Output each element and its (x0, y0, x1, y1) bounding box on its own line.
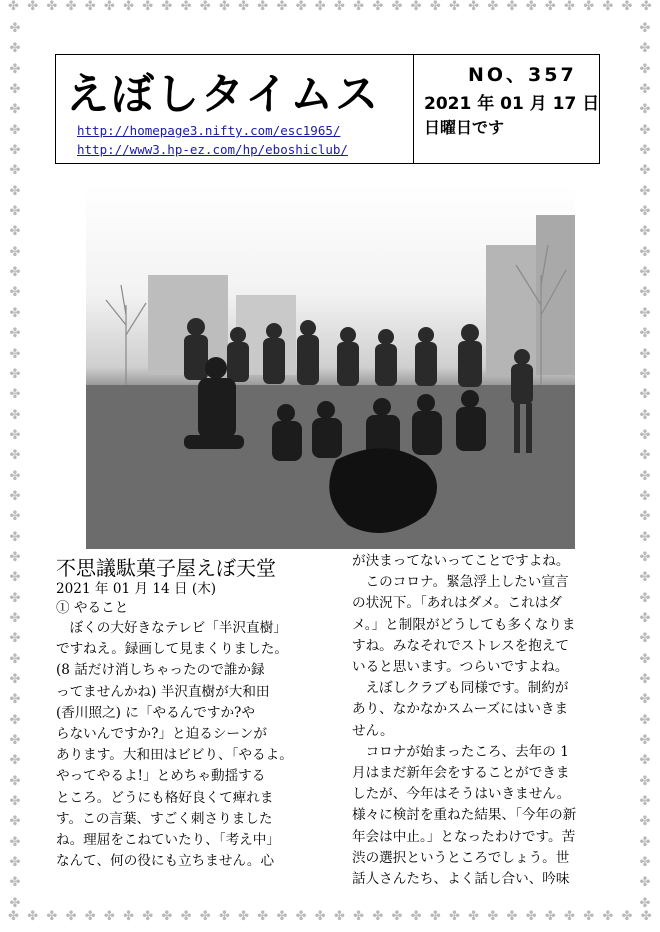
border-ornament-icon: ✤ (639, 21, 651, 36)
border-ornament-icon: ✤ (639, 590, 651, 606)
border-ornament-icon: ✤ (238, 909, 250, 924)
border-ornament-icon: ✤ (410, 0, 422, 14)
border-ornament-icon: ✤ (639, 163, 651, 179)
right-line-14: 年会は中止。」となったわけです。苦 (352, 828, 576, 845)
border-ornament-icon: ✤ (103, 909, 115, 924)
border-ornament-icon: ✤ (103, 0, 115, 14)
border-ornament-icon: ✤ (46, 909, 58, 924)
right-line-8: あり、なかなかスムーズにはいきま (352, 701, 569, 718)
border-ornament-icon: ✤ (639, 692, 651, 708)
border-ornament-icon: ✤ (314, 0, 326, 14)
border-ornament-icon: ✤ (372, 0, 384, 14)
border-ornament-icon: ✤ (639, 265, 651, 281)
border-ornament-icon: ✤ (9, 773, 21, 789)
border-ornament-icon: ✤ (9, 651, 21, 667)
border-ornament-icon: ✤ (9, 875, 21, 891)
border-ornament-icon: ✤ (276, 909, 288, 924)
newsletter-title: えぼしタイムス (66, 70, 381, 120)
article-right-column (352, 551, 604, 890)
border-ornament-icon: ✤ (639, 366, 651, 382)
border-ornament-icon: ✤ (639, 895, 651, 911)
border-ornament-icon: ✤ (639, 712, 651, 728)
issue-weekday: 日曜日です (424, 118, 505, 137)
border-ornament-icon: ✤ (180, 0, 192, 14)
border-ornament-icon: ✤ (468, 909, 480, 924)
border-ornament-icon: ✤ (639, 570, 651, 586)
border-ornament-icon: ✤ (9, 794, 21, 810)
border-ornament-icon: ✤ (9, 21, 21, 36)
border-ornament-icon: ✤ (142, 909, 154, 924)
border-ornament-icon: ✤ (9, 346, 21, 362)
border-ornament-icon: ✤ (9, 895, 21, 911)
border-ornament-icon: ✤ (602, 0, 614, 14)
border-right (634, 22, 656, 910)
border-ornament-icon: ✤ (639, 285, 651, 301)
border-ornament-icon: ✤ (9, 814, 21, 830)
left-line-10: す。この言葉、すごく刺さりました (56, 810, 273, 827)
right-line-7: えぼしクラブも同様です。制約が (365, 680, 569, 697)
article-left-column (56, 556, 308, 872)
border-ornament-icon: ✤ (564, 0, 575, 14)
border-ornament-icon: ✤ (9, 549, 21, 565)
border-bottom (0, 910, 660, 932)
border-ornament-icon: ✤ (9, 366, 21, 382)
club-site-link[interactable]: http://www3.hp-ez.com/hp/eboshiclub/ (77, 142, 348, 157)
left-line-1: ぼくの大好きなテレビ「半沢直樹」 (69, 620, 287, 636)
border-ornament-icon: ✤ (84, 909, 96, 924)
border-ornament-icon: ✤ (9, 672, 21, 687)
border-ornament-icon: ✤ (544, 909, 556, 924)
group-photo (86, 185, 575, 549)
border-ornament-icon: ✤ (218, 0, 230, 14)
border-ornament-icon: ✤ (639, 326, 651, 342)
border-ornament-icon: ✤ (9, 427, 21, 443)
border-ornament-icon: ✤ (314, 909, 326, 924)
border-ornament-icon: ✤ (639, 102, 651, 118)
right-line-10: コロナが始まったころ、去年の 1 (365, 743, 569, 760)
border-ornament-icon: ✤ (9, 590, 21, 606)
border-ornament-icon: ✤ (639, 855, 651, 871)
article-headline: 不思議駄菓子屋えぼ天堂 (56, 556, 276, 580)
border-ornament-icon: ✤ (161, 909, 173, 924)
border-ornament-icon: ✤ (9, 224, 21, 240)
border-ornament-icon: ✤ (639, 672, 651, 687)
border-ornament-icon: ✤ (353, 0, 365, 14)
border-ornament-icon: ✤ (46, 0, 58, 14)
border-ornament-icon: ✤ (639, 448, 651, 464)
border-ornament-icon: ✤ (9, 305, 21, 321)
border-ornament-icon: ✤ (639, 509, 651, 525)
border-ornament-icon: ✤ (621, 909, 633, 924)
left-line-6: らないんですか?」と迫るシーンが (56, 726, 267, 743)
border-ornament-icon: ✤ (639, 631, 651, 647)
border-ornament-icon: ✤ (449, 909, 460, 924)
border-ornament-icon: ✤ (9, 163, 21, 179)
border-ornament-icon: ✤ (639, 122, 651, 138)
border-ornament-icon: ✤ (639, 875, 651, 891)
border-ornament-icon: ✤ (391, 0, 403, 14)
right-line-12: したが、今年はそうはいきません。 (352, 786, 571, 803)
border-ornament-icon: ✤ (639, 651, 651, 667)
border-ornament-icon: ✤ (9, 509, 21, 525)
border-ornament-icon: ✤ (9, 692, 21, 708)
border-ornament-icon: ✤ (9, 488, 21, 504)
border-ornament-icon: ✤ (9, 407, 21, 423)
border-ornament-icon: ✤ (8, 0, 19, 14)
border-ornament-icon: ✤ (65, 0, 77, 14)
border-ornament-icon: ✤ (9, 41, 21, 57)
article-section-heading: ① やること (56, 600, 129, 616)
border-ornament-icon: ✤ (333, 0, 345, 14)
border-ornament-icon: ✤ (27, 909, 39, 924)
border-ornament-icon: ✤ (640, 909, 652, 924)
border-ornament-icon: ✤ (639, 244, 651, 260)
left-line-11: ね。理屈をこねていたり、「考え中」 (56, 832, 280, 849)
border-ornament-icon: ✤ (602, 909, 614, 924)
right-line-5: すね。みなそれでストレスを抱えて (352, 637, 570, 654)
border-ornament-icon: ✤ (391, 909, 403, 924)
border-ornament-icon: ✤ (27, 0, 39, 14)
border-ornament-icon: ✤ (506, 909, 518, 924)
border-ornament-icon: ✤ (639, 427, 651, 443)
left-line-12: なんて、何の役にも立ちません。心 (56, 853, 275, 870)
border-ornament-icon: ✤ (9, 753, 21, 769)
border-ornament-icon: ✤ (639, 305, 651, 321)
left-line-3: (8 話だけ消しちゃったので誰か録 (56, 662, 265, 679)
border-ornament-icon: ✤ (238, 0, 250, 14)
border-ornament-icon: ✤ (276, 0, 288, 14)
issue-number: NO、357 (468, 64, 577, 86)
border-ornament-icon: ✤ (9, 204, 21, 220)
border-ornament-icon: ✤ (449, 0, 460, 14)
border-left (4, 22, 26, 910)
border-ornament-icon: ✤ (525, 909, 537, 924)
left-line-2: ですねえ。録画して見まくりました。 (56, 641, 288, 658)
right-line-1: が決まってないってことですよね。 (352, 553, 570, 569)
border-ornament-icon: ✤ (639, 204, 651, 220)
border-ornament-icon: ✤ (372, 909, 384, 924)
right-line-15: 渋の選択というところでしょう。世 (352, 849, 570, 866)
border-ornament-icon: ✤ (8, 909, 19, 924)
border-ornament-icon: ✤ (639, 488, 651, 504)
border-ornament-icon: ✤ (9, 265, 21, 281)
border-ornament-icon: ✤ (142, 0, 154, 14)
border-ornament-icon: ✤ (9, 122, 21, 138)
right-line-11: 月はまだ新年会をすることができま (352, 765, 570, 782)
border-ornament-icon: ✤ (199, 0, 211, 14)
border-ornament-icon: ✤ (487, 0, 499, 14)
left-line-7: あります。大和田はビビり、「やるよ。 (56, 747, 293, 764)
border-ornament-icon: ✤ (9, 183, 21, 199)
border-ornament-icon: ✤ (639, 733, 651, 749)
border-ornament-icon: ✤ (639, 753, 651, 769)
homepage-link[interactable]: http://homepage3.nifty.com/esc1965/ (77, 123, 341, 138)
border-ornament-icon: ✤ (9, 712, 21, 728)
border-ornament-icon: ✤ (583, 0, 595, 14)
border-ornament-icon: ✤ (583, 909, 595, 924)
border-ornament-icon: ✤ (639, 834, 651, 850)
right-line-4: メ。」と制限がどうしても多くなりま (352, 616, 576, 633)
border-ornament-icon: ✤ (9, 855, 21, 871)
border-ornament-icon: ✤ (468, 0, 480, 14)
border-ornament-icon: ✤ (9, 631, 21, 647)
border-ornament-icon: ✤ (639, 82, 651, 98)
border-ornament-icon: ✤ (9, 610, 21, 626)
border-ornament-icon: ✤ (123, 909, 134, 924)
border-ornament-icon: ✤ (9, 82, 21, 98)
border-ornament-icon: ✤ (9, 529, 21, 545)
border-ornament-icon: ✤ (65, 909, 77, 924)
border-ornament-icon: ✤ (640, 0, 652, 14)
border-ornament-icon: ✤ (9, 61, 21, 77)
right-line-9: せん。 (352, 722, 394, 739)
border-ornament-icon: ✤ (639, 407, 651, 423)
border-ornament-icon: ✤ (544, 0, 556, 14)
border-ornament-icon: ✤ (257, 0, 269, 14)
masthead (55, 54, 600, 164)
border-ornament-icon: ✤ (564, 909, 575, 924)
border-ornament-icon: ✤ (410, 909, 422, 924)
border-ornament-icon: ✤ (9, 285, 21, 301)
border-ornament-icon: ✤ (487, 909, 499, 924)
left-line-8: やってやるよ!」とめちゃ動揺する (56, 768, 266, 785)
issue-date: 2021 年 01 月 17 日 (424, 94, 600, 114)
border-ornament-icon: ✤ (639, 549, 651, 565)
border-ornament-icon: ✤ (9, 102, 21, 118)
border-ornament-icon: ✤ (199, 909, 211, 924)
border-ornament-icon: ✤ (9, 448, 21, 464)
right-line-6: いると思います。つらいですよね。 (352, 659, 569, 676)
group-photo-illustration (86, 185, 575, 549)
border-ornament-icon: ✤ (218, 909, 230, 924)
border-ornament-icon: ✤ (9, 387, 21, 403)
masthead-left (56, 55, 414, 163)
border-ornament-icon: ✤ (353, 909, 365, 924)
right-line-3: の状況下。「あれはダメ。これはダ (352, 595, 562, 612)
right-line-16: 話人さんたち、よく話し合い、吟味 (352, 871, 570, 888)
border-ornament-icon: ✤ (180, 909, 192, 924)
border-ornament-icon: ✤ (639, 224, 651, 240)
border-ornament-icon: ✤ (9, 143, 21, 159)
border-ornament-icon: ✤ (639, 41, 651, 57)
masthead-right (414, 55, 599, 163)
border-ornament-icon: ✤ (257, 909, 269, 924)
border-ornament-icon: ✤ (9, 733, 21, 749)
border-ornament-icon: ✤ (161, 0, 173, 14)
left-line-4: ってませんかね) 半沢直樹が大和田 (56, 683, 270, 700)
border-ornament-icon: ✤ (333, 909, 345, 924)
right-line-13: 様々に検討を重ねた結果、「今年の新 (352, 807, 577, 824)
border-ornament-icon: ✤ (9, 326, 21, 342)
left-line-9: ところ。どうにも格好良くて痺れま (56, 789, 274, 806)
border-top (0, 0, 660, 22)
border-ornament-icon: ✤ (639, 814, 651, 830)
border-ornament-icon: ✤ (9, 834, 21, 850)
border-ornament-icon: ✤ (639, 610, 651, 626)
border-ornament-icon: ✤ (84, 0, 96, 14)
border-ornament-icon: ✤ (9, 244, 21, 260)
border-ornament-icon: ✤ (295, 0, 307, 14)
border-ornament-icon: ✤ (429, 0, 441, 14)
border-ornament-icon: ✤ (9, 468, 21, 484)
border-ornament-icon: ✤ (9, 570, 21, 586)
border-ornament-icon: ✤ (295, 909, 307, 924)
border-ornament-icon: ✤ (639, 61, 651, 77)
border-ornament-icon: ✤ (639, 346, 651, 362)
article-date: 2021 年 01 月 14 日 (木) (56, 581, 217, 597)
border-ornament-icon: ✤ (639, 529, 651, 545)
border-ornament-icon: ✤ (639, 143, 651, 159)
border-ornament-icon: ✤ (429, 909, 441, 924)
border-ornament-icon: ✤ (639, 387, 651, 403)
left-line-5: (香川照之) に「やるんですか?や (56, 704, 255, 721)
border-ornament-icon: ✤ (123, 0, 134, 14)
border-ornament-icon: ✤ (639, 794, 651, 810)
right-line-2: このコロナ。緊急浮上したい宣言 (365, 574, 569, 591)
border-ornament-icon: ✤ (639, 773, 651, 789)
border-ornament-icon: ✤ (506, 0, 518, 14)
border-ornament-icon: ✤ (639, 183, 651, 199)
border-ornament-icon: ✤ (525, 0, 537, 14)
border-ornament-icon: ✤ (621, 0, 633, 14)
border-ornament-icon: ✤ (639, 468, 651, 484)
